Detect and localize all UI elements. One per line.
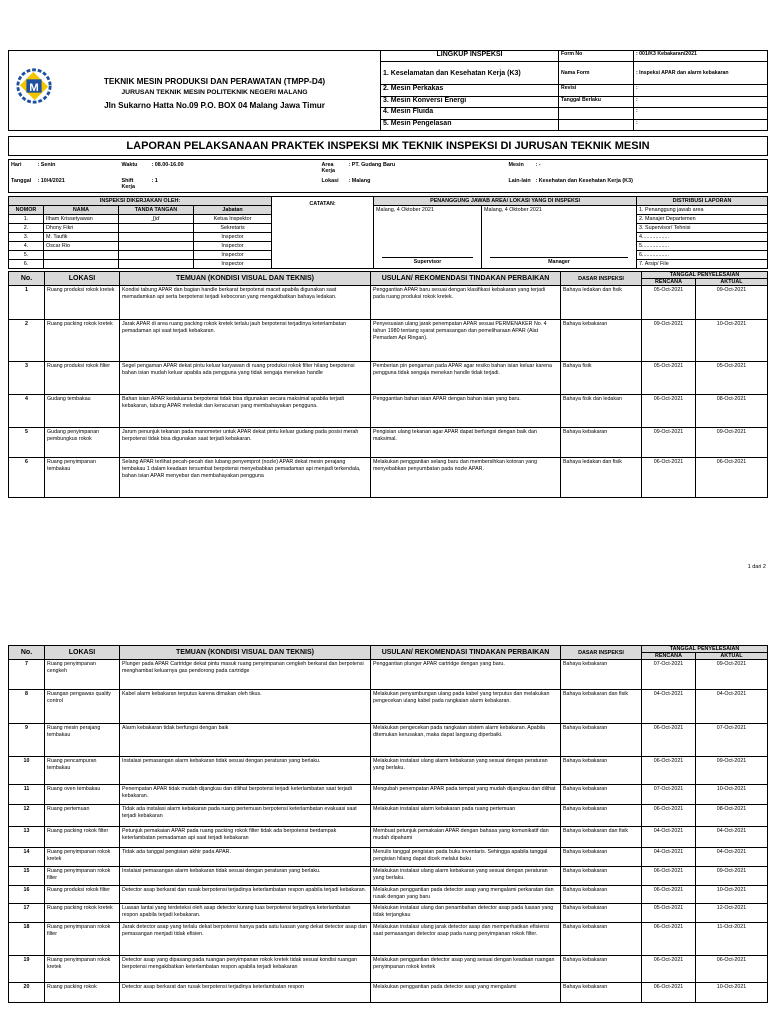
finding-row <box>9 867 768 886</box>
finding-row <box>9 690 768 724</box>
lingkup-item: 2. Mesin Perkakas <box>381 85 559 96</box>
findings-body-page-1 <box>9 286 768 498</box>
finding-lokasi: Ruang packing rokok filter <box>45 827 120 848</box>
finding-lokasi: Ruang produksi rokok kretek <box>45 286 120 320</box>
col-lokasi: LOKASI <box>45 646 120 660</box>
inspector-no: 3. <box>9 233 44 242</box>
pj-title: PENANGGUNG JAWAB AREA/ LOKASI YANG DI INSPEKSI <box>374 197 637 206</box>
col-dasar: DASAR INSPEKSI <box>561 272 642 286</box>
signoff-table <box>8 196 768 269</box>
finding-dasar: Bahaya kebakaran <box>561 428 642 458</box>
inspectors-title: INSPEKSI DIKERJAKAN OLEH: <box>9 197 272 206</box>
finding-no: 10 <box>9 757 45 785</box>
finding-no: 18 <box>9 923 45 956</box>
finding-rencana: 04-Oct-2021 <box>642 690 696 724</box>
finding-temuan: Detector asap yang dipasang pada ruangan penyimpanan rokok kretek tidak sesuai kondisi ruangan berpotensi mengakibatkan keterlambatan respon apabila terjadi kebakaran <box>120 956 371 983</box>
distribusi-item: 7. Arsip/ File <box>637 260 768 269</box>
pj-date: Malang, 4 Oktober 2021 <box>376 207 434 213</box>
finding-temuan: Detector asap berkarat dan rusak berpotensi terjadinya keterlambatan respon apabila terjadi kebakaran. <box>120 886 371 904</box>
finding-aktual: 09-Oct-2021 <box>696 286 768 320</box>
finding-aktual: 05-Oct-2021 <box>696 362 768 395</box>
finding-dasar: Bahaya kebakaran <box>561 320 642 362</box>
finding-dasar: Bahaya kebakaran <box>561 848 642 867</box>
finding-no: 12 <box>9 805 45 827</box>
finding-dasar: Bahaya ledakan dan fisik <box>561 286 642 320</box>
tanggal-value: : 10/4/2021 <box>37 178 65 184</box>
report-page-1 <box>8 50 768 530</box>
finding-rencana: 04-Oct-2021 <box>642 848 696 867</box>
shift-value: : 1 <box>151 178 158 184</box>
finding-row <box>9 983 768 1003</box>
finding-usulan: Melakukan instalasi alarm kebakaran pada ruang pertemuan <box>371 805 561 827</box>
finding-aktual: 06-Oct-2021 <box>696 956 768 983</box>
finding-temuan: Jarak APAR di area ruang packing rokok kretek terlalu jauh berpotensi terjadinya keterlambatan pemadaman api saat terjadi kebakaran. <box>120 320 371 362</box>
finding-temuan: Jarum penunjuk tekanan pada manometer untuk APAR dekat pintu keluar gudang pada posisi merah berpotensi tidak bisa digunakan saat terjadi kebakaran. <box>120 428 371 458</box>
finding-temuan: Bahan isian APAR kedaluarsa berpotensi tidak bisa digunakan secara maksimal apabila terjadi kebakaran, tabung APAR meledak dan keracunan yang membahayakan pengguna. <box>120 395 371 428</box>
finding-dasar: Bahaya kebakaran <box>561 757 642 785</box>
inspector-no: 6. <box>9 260 44 269</box>
lain-label: Lain-lain <box>508 178 531 184</box>
finding-row <box>9 805 768 827</box>
finding-usulan: Pengisian ulang tekanan agar APAR dapat berfungsi dengan baik dan maksimal. <box>371 428 561 458</box>
finding-lokasi: Ruang penyimpanan rokok filter <box>45 867 120 886</box>
finding-temuan: Kondisi tabung APAR dan bagian handle berkarat berpotensi macet apabila digunakan saat memadamkan api serta berpotensi terjadi kebocoran yang mengakibatkan bahaya ledakan. <box>120 286 371 320</box>
col-aktual: AKTUAL <box>696 653 768 660</box>
finding-lokasi: Ruang packing rokok kretek <box>45 904 120 923</box>
finding-aktual: 11-Oct-2021 <box>696 923 768 956</box>
finding-row <box>9 785 768 805</box>
finding-no: 7 <box>9 660 45 690</box>
inspector-no: 5. <box>9 251 44 260</box>
distribusi-item: 5.................. <box>637 242 768 251</box>
finding-temuan: Luasan lantai yang terdeteksi oleh asap detector kurang luas berpotensi terjadinya keterlambatan respon apabila terjadi kebakaran. <box>120 904 371 923</box>
finding-rencana: 06-Oct-2021 <box>642 724 696 757</box>
inspector-name: Ilham Krissetyawan <box>44 215 119 224</box>
inspector-role: Ketua Inspektor <box>194 215 272 224</box>
finding-lokasi: Ruang penyimpanan cengkeh <box>45 660 120 690</box>
finding-lokasi: Ruang packing rokok kretek <box>45 320 120 362</box>
finding-temuan: Instalasi pemasangan alarm kebakaran tidak sesuai dengan peraturan yang berlaku. <box>120 867 371 886</box>
finding-no: 19 <box>9 956 45 983</box>
pj-manager-cell <box>482 206 637 269</box>
distribusi-item: 3. Supervisor/ Tehnisi <box>637 224 768 233</box>
finding-aktual: 10-Oct-2021 <box>696 983 768 1003</box>
finding-dasar: Bahaya kebakaran <box>561 785 642 805</box>
finding-usulan: Membuat petunjuk pemakaian APAR dengan bahasa yang komunikatif dan mudah dipahami <box>371 827 561 848</box>
finding-lokasi: Ruangan pengawas quality control <box>45 690 120 724</box>
inspector-signature: Jjd <box>119 215 194 224</box>
finding-usulan: Melakukan pengecekan pada rangkaian sistem alarm kebakaran. Apabila ditemukan kerusakan, maka dapat langsung diperbaiki. <box>371 724 561 757</box>
svg-text:M: M <box>29 81 39 94</box>
lingkup-item: 5. Mesin Pengelasan <box>381 119 559 130</box>
finding-dasar: Bahaya fisik dan ledakan <box>561 395 642 428</box>
finding-usulan: Pemberian pin pengaman pada APAR agar resiko bahan isian keluar karena pengguna tidak sengaja menekan handle tidak terjadi. <box>371 362 561 395</box>
inspector-role: Inspector <box>194 233 272 242</box>
form-label <box>559 108 634 119</box>
supervisor-signature-label: Supervisor <box>382 257 473 266</box>
finding-aktual: 09-Oct-2021 <box>696 660 768 690</box>
finding-rencana: 06-Oct-2021 <box>642 395 696 428</box>
finding-usulan: Melakukan penggantian selang baru dan membersihkan kotoran yang menyebabkan penyumbatan pada nozle APAR. <box>371 458 561 498</box>
col-nomor: NOMOR <box>9 206 44 215</box>
finding-row <box>9 660 768 690</box>
finding-usulan: Penggantian bahan isian APAR dengan bahan isian yang baru. <box>371 395 561 428</box>
finding-lokasi: Gudang tembakau <box>45 395 120 428</box>
finding-no: 11 <box>9 785 45 805</box>
inspector-no: 4. <box>9 242 44 251</box>
finding-lokasi: Ruang penyimpanan rokok kretek <box>45 956 120 983</box>
finding-no: 16 <box>9 886 45 904</box>
col-aktual: AKTUAL <box>696 279 768 286</box>
finding-no: 17 <box>9 904 45 923</box>
lokasi-label: Lokasi <box>321 178 339 184</box>
finding-dasar: Bahaya kebakaran <box>561 805 642 827</box>
finding-aktual: 04-Oct-2021 <box>696 827 768 848</box>
area-label: Area Kerja <box>321 162 335 174</box>
finding-usulan: Penyesuaian ulang jarak penempatan APAR sesuai PERMENAKER No. 4 tahun 1980 tentang syarat pemasangan dan pemeliharaan APAR (Alat Pemadam Api Ringan). <box>371 320 561 362</box>
inspector-role: Inspector <box>194 260 272 269</box>
col-tanda-tangan: TANDA TANGAN <box>119 206 194 215</box>
finding-rencana: 06-Oct-2021 <box>642 886 696 904</box>
form-value: : <box>634 96 768 107</box>
info-table <box>8 159 768 193</box>
finding-lokasi: Ruang pertemuan <box>45 805 120 827</box>
finding-no: 2 <box>9 320 45 362</box>
col-temuan: TEMUAN (KONDISI VISUAL DAN TEKNIS) <box>120 272 371 286</box>
header-table <box>8 50 768 131</box>
finding-rencana: 06-Oct-2021 <box>642 458 696 498</box>
col-no: No. <box>9 272 45 286</box>
finding-no: 14 <box>9 848 45 867</box>
finding-aktual: 12-Oct-2021 <box>696 904 768 923</box>
finding-row <box>9 428 768 458</box>
finding-rencana: 06-Oct-2021 <box>642 757 696 785</box>
finding-rencana: 04-Oct-2021 <box>642 827 696 848</box>
finding-aktual: 04-Oct-2021 <box>696 848 768 867</box>
finding-temuan: Penempatan APAR tidak mudah dijangkau dan dilihat berpotensi terjadi keterlambatan saat terjadi kebakaran. <box>120 785 371 805</box>
finding-usulan: Melakukan penggantian detector asap yang sesuai dengan keadaan ruangan penyimpanan rokok kretek <box>371 956 561 983</box>
finding-temuan: Alarm kebakaran tidak berfungsi dengan baik <box>120 724 371 757</box>
finding-usulan: Melakukan instalasi ulang dan penambahan detector asap pada luasan yang tidak terjangkau <box>371 904 561 923</box>
finding-no: 20 <box>9 983 45 1003</box>
finding-lokasi: Ruang penyimpanan rokok filter <box>45 923 120 956</box>
finding-row <box>9 724 768 757</box>
finding-aktual: 09-Oct-2021 <box>696 428 768 458</box>
finding-dasar: Bahaya fisik <box>561 362 642 395</box>
pj-date: Malang, 4 Oktober 2021 <box>484 207 542 213</box>
form-value: : <box>634 119 768 130</box>
inspector-signature <box>119 242 194 251</box>
finding-row <box>9 848 768 867</box>
pj-supervisor-cell <box>374 206 482 269</box>
inspector-signature <box>119 251 194 260</box>
col-nama: NAMA <box>44 206 119 215</box>
dept-name: TEKNIK MESIN PRODUKSI DAN PERAWATAN (TMPP-D4) <box>103 77 326 86</box>
hari-label: Hari <box>11 162 22 168</box>
finding-lokasi: Ruang packing rokok <box>45 983 120 1003</box>
report-title: LAPORAN PELAKSANAAN PRAKTEK INSPEKSI MK TEKNIK INSPEKSI DI JURUSAN TEKNIK MESIN <box>8 136 768 156</box>
waktu-value: : 08.00-16.00 <box>151 162 184 168</box>
inspector-signature <box>119 224 194 233</box>
catatan-box: CATATAN: <box>272 197 374 269</box>
finding-no: 9 <box>9 724 45 757</box>
col-tanggal: TANGGAL PENYELESAIAN <box>642 272 768 279</box>
finding-row <box>9 904 768 923</box>
form-label: Tanggal Berlaku <box>559 96 634 107</box>
finding-usulan: Melakukan penyambungan ulang pada kabel yang terputus dan melakukan pengecekan ulang kabel pada rangkaian alarm kebakaran. <box>371 690 561 724</box>
lain-value: : Kesehatan dan Kesehatan Kerja (K3) <box>535 178 633 184</box>
inspector-no: 2. <box>9 224 44 233</box>
finding-temuan: Petunjuk pemakaian APAR pada ruang packing rokok filter tidak ada berpotensi berdampak keterlambatan pemadaman api saat terjadi kebakaran <box>120 827 371 848</box>
form-label: Revisi <box>559 85 634 96</box>
finding-row <box>9 458 768 498</box>
finding-lokasi: Gudang penyimpanan pembungkus rokok <box>45 428 120 458</box>
finding-usulan: Penggantian plunger APAR cartridge dengan yang baru. <box>371 660 561 690</box>
finding-aktual: 04-Oct-2021 <box>696 690 768 724</box>
finding-row <box>9 923 768 956</box>
finding-rencana: 09-Oct-2021 <box>642 320 696 362</box>
finding-row <box>9 286 768 320</box>
form-value: : Inspeksi APAR dan alarm kebakaran <box>634 62 768 85</box>
finding-no: 13 <box>9 827 45 848</box>
inspector-name: Oscar Rio <box>44 242 119 251</box>
inspector-name: M. Taufik <box>44 233 119 242</box>
inspector-name: Dhony Fikri <box>44 224 119 233</box>
finding-rencana: 06-Oct-2021 <box>642 867 696 886</box>
finding-no: 1 <box>9 286 45 320</box>
inspector-role: Sekretaris <box>194 224 272 233</box>
finding-no: 4 <box>9 395 45 428</box>
inspector-name <box>44 260 119 269</box>
inspector-signature <box>119 260 194 269</box>
header-identity <box>9 51 381 131</box>
finding-lokasi: Ruang produksi rokok filter <box>45 362 120 395</box>
col-tanggal: TANGGAL PENYELESAIAN <box>642 646 768 653</box>
findings-table-page-2 <box>8 645 768 1003</box>
finding-aktual: 10-Oct-2021 <box>696 320 768 362</box>
distribusi-item: 2. Manajer Departemen <box>637 215 768 224</box>
finding-lokasi: Ruang penyimpanan rokok kretek <box>45 848 120 867</box>
finding-no: 5 <box>9 428 45 458</box>
finding-lokasi: Ruang mesin perajang tembakau <box>45 724 120 757</box>
col-usulan: USULAN/ REKOMENDASI TINDAKAN PERBAIKAN <box>371 646 561 660</box>
polinema-logo-icon <box>15 67 53 105</box>
distribusi-item: 1. Penanggung jawab area <box>637 206 768 215</box>
inspector-no: 1. <box>9 215 44 224</box>
form-value: : 001/K3 Kebakaran/2021 <box>634 51 768 62</box>
finding-aktual: 08-Oct-2021 <box>696 395 768 428</box>
lingkup-item: 1. Keselamatan dan Kesehatan Kerja (K3) <box>381 62 559 85</box>
finding-rencana: 06-Oct-2021 <box>642 956 696 983</box>
finding-usulan: Mengubah penempatan APAR pada tempat yang mudah dijangkau dan dilihat <box>371 785 561 805</box>
finding-dasar: Bahaya kebakaran <box>561 923 642 956</box>
finding-aktual: 06-Oct-2021 <box>696 458 768 498</box>
finding-temuan: Detector asap berkarat dan rusak berpotensi terjadinya keterlambatan respon <box>120 983 371 1003</box>
finding-aktual: 09-Oct-2021 <box>696 867 768 886</box>
finding-dasar: Bahaya kebakaran <box>561 724 642 757</box>
finding-aktual: 08-Oct-2021 <box>696 805 768 827</box>
finding-temuan: Instalasi pemasangan alarm kebakaran tidak sesuai dengan peraturan yang berlaku. <box>120 757 371 785</box>
school-address: Jln Sukarno Hatta No.09 P.O. BOX 04 Malang Jawa Timur <box>104 101 325 110</box>
finding-rencana: 05-Oct-2021 <box>642 904 696 923</box>
col-rencana: RENCANA <box>642 279 696 286</box>
finding-dasar: Bahaya ledakan dan fisik <box>561 458 642 498</box>
form-label: Nama Form <box>559 62 634 85</box>
finding-rencana: 07-Oct-2021 <box>642 785 696 805</box>
findings-body-page-2 <box>9 660 768 1003</box>
distribusi-item: 4.................. <box>637 233 768 242</box>
tanggal-label: Tanggal <box>11 178 32 184</box>
finding-usulan: Melakukan instalasi ulang alarm kebakaran yang sesuai dengan peraturan yang berlaku. <box>371 757 561 785</box>
hari-value: : Senin <box>37 162 56 168</box>
col-rencana: RENCANA <box>642 653 696 660</box>
col-temuan: TEMUAN (KONDISI VISUAL DAN TEKNIS) <box>120 646 371 660</box>
finding-aktual: 09-Oct-2021 <box>696 757 768 785</box>
finding-dasar: Bahaya kebakaran dan fisik <box>561 690 642 724</box>
finding-lokasi: Ruang pencampuran tembakau <box>45 757 120 785</box>
finding-dasar: Bahaya kebakaran <box>561 867 642 886</box>
col-lokasi: LOKASI <box>45 272 120 286</box>
finding-rencana: 06-Oct-2021 <box>642 983 696 1003</box>
finding-usulan: Menulis tanggal pengisian pada buku inventaris. Sehingga apabila tanggal pengisian hilang dapat dicek melalui buku <box>371 848 561 867</box>
finding-dasar: Bahaya kebakaran dan fisik <box>561 827 642 848</box>
finding-usulan: Melakukan penggantian pada detector asap yang mengalami perkaratan dan rusak dengan yang baru <box>371 886 561 904</box>
finding-rencana: 06-Oct-2021 <box>642 923 696 956</box>
finding-row <box>9 395 768 428</box>
mesin-value: : - <box>535 162 541 168</box>
finding-row <box>9 886 768 904</box>
finding-dasar: Bahaya kebakaran <box>561 904 642 923</box>
distribusi-title: DISTRIBUSI LAPORAN <box>637 197 768 206</box>
finding-dasar: Bahaya kebakaran <box>561 886 642 904</box>
finding-no: 3 <box>9 362 45 395</box>
finding-dasar: Bahaya kebakaran <box>561 983 642 1003</box>
finding-temuan: Selang APAR terlihat pecah-pecah dan lubang penyemprot (nozle) APAR dekat mesin perajang tembakau 1 dalam keadaan tersumbat berpotensi menyebabkan pemadaman api menjadi terkendala, bahan isian APAR menyebar dan membahayakan pengguna <box>120 458 371 498</box>
finding-usulan: Melakukan instalasi ulang alarm kebakaran yang sesuai dengan peraturan yang berlaku. <box>371 867 561 886</box>
findings-table-page-1 <box>8 271 768 498</box>
finding-dasar: Bahaya kebakaran <box>561 660 642 690</box>
inspector-role: Inspector <box>194 242 272 251</box>
mesin-label: Mesin <box>508 162 524 168</box>
finding-rencana: 09-Oct-2021 <box>642 428 696 458</box>
finding-no: 8 <box>9 690 45 724</box>
lingkup-title: LINGKUP INSPEKSI <box>381 51 559 62</box>
school-name: JURUSAN TEKNIK MESIN POLITEKNIK NEGERI MALANG <box>121 89 308 96</box>
shift-label: Shift Kerja <box>121 178 135 190</box>
finding-usulan: Penggantian APAR baru sesuai dengan klasifikasi kebakaran yang terjadi pada ruang produksi rokok kretek. <box>371 286 561 320</box>
lingkup-item: 4. Mesin Fluida <box>381 108 559 119</box>
finding-usulan: Melakukan instalasi ulang jarak detector asap dan memperhatikan efisiensi saat pemasangan detector asap pada ruang penyimpanan rokok filter. <box>371 923 561 956</box>
finding-rencana: 06-Oct-2021 <box>642 805 696 827</box>
finding-temuan: Jarak detector asap yang terlalu dekat berpotensi hanya pada satu luasan yang dekat detector asap dan pemasangan menjadi tidak efisien. <box>120 923 371 956</box>
finding-usulan: Melakukan penggantian pada detector asap yang mengalami <box>371 983 561 1003</box>
area-value: : PT. Gudang Baru <box>348 162 396 168</box>
form-value: : <box>634 108 768 119</box>
finding-temuan: Tidak ada instalasi alarm kebakaran pada ruang pertemuan berpotensi keterlambatan evakuasi saat terjadi kebakaran <box>120 805 371 827</box>
finding-no: 15 <box>9 867 45 886</box>
manager-signature-label: Manager <box>490 257 628 266</box>
form-label: Form No <box>559 51 634 62</box>
inspector-signature <box>119 233 194 242</box>
form-label <box>559 119 634 130</box>
finding-temuan: Plunger pada APAR Cartridge dekat pintu masuk ruang penyimpanan cengkeh berkarat dan berpotensi menghambat keluarnya gas pendorong pada cartridge <box>120 660 371 690</box>
col-dasar: DASAR INSPEKSI <box>561 646 642 660</box>
finding-no: 6 <box>9 458 45 498</box>
finding-rencana: 05-Oct-2021 <box>642 362 696 395</box>
finding-lokasi: Ruang penyimpanan tembakau <box>45 458 120 498</box>
finding-row <box>9 956 768 983</box>
finding-temuan: Segel pengaman APAR dekat pintu keluar karyawan di ruang produksi rokok filter hilang berpotensi bahan isian mudah keluar apabila ada pengguna yang tidak sengaja menekan handle <box>120 362 371 395</box>
form-value: : <box>634 85 768 96</box>
lingkup-item: 3. Mesin Konversi Energi <box>381 96 559 107</box>
distribusi-item: 6.................. <box>637 251 768 260</box>
col-jabatan: Jabatan <box>194 206 272 215</box>
report-page-2 <box>8 645 768 1024</box>
page-number: 1 dari 2 <box>747 564 766 570</box>
inspector-role: Inspector <box>194 251 272 260</box>
lokasi-value: : Malang <box>348 178 371 184</box>
finding-rencana: 07-Oct-2021 <box>642 660 696 690</box>
finding-row <box>9 320 768 362</box>
finding-temuan: Tidak ada tanggal pengisian akhir pada APAR. <box>120 848 371 867</box>
finding-lokasi: Ruang oven tembakau <box>45 785 120 805</box>
finding-aktual: 10-Oct-2021 <box>696 785 768 805</box>
finding-row <box>9 362 768 395</box>
col-no: No. <box>9 646 45 660</box>
finding-row <box>9 827 768 848</box>
inspector-name <box>44 251 119 260</box>
waktu-label: Waktu <box>121 162 138 168</box>
finding-dasar: Bahaya kebakaran <box>561 956 642 983</box>
col-usulan: USULAN/ REKOMENDASI TINDAKAN PERBAIKAN <box>371 272 561 286</box>
finding-rencana: 05-Oct-2021 <box>642 286 696 320</box>
finding-row <box>9 757 768 785</box>
finding-aktual: 07-Oct-2021 <box>696 724 768 757</box>
finding-aktual: 10-Oct-2021 <box>696 886 768 904</box>
finding-temuan: Kabel alarm kebakaran terputus karena dimakan oleh tikus. <box>120 690 371 724</box>
finding-lokasi: Ruang produksi rokok filter <box>45 886 120 904</box>
